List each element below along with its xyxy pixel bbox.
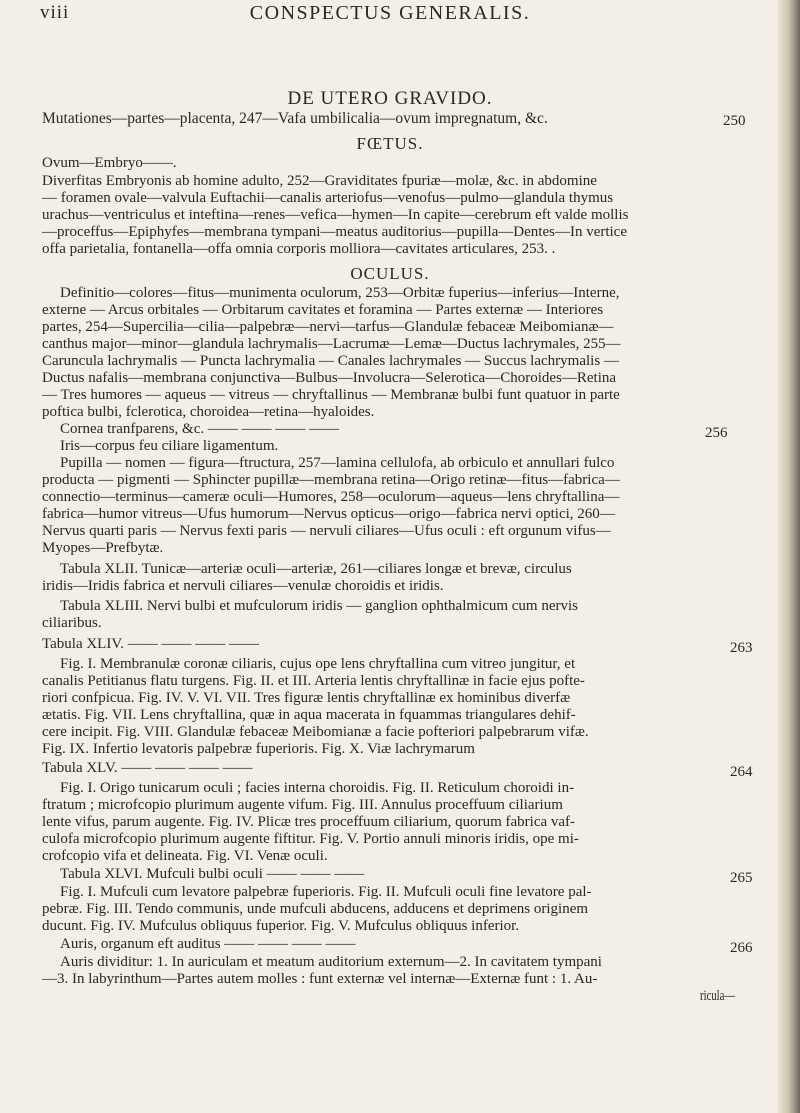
section-heading-oculus: OCULUS. <box>350 264 430 283</box>
tabula-line: crofcopio vifa et delineata. Fig. VI. Venæ oculi. <box>42 848 328 864</box>
tabula-line: canalis Petitianus flatu turgens. Fig. II. et III. Arteria lentis chryftallinæ in facie ejus pofte- <box>42 673 585 689</box>
oculus-line: Pupilla — nomen — figura—ftructura, 257—lamina cellulofa, ab orbiculo et annullari fulco <box>60 455 615 471</box>
oculus-line: Iris—corpus feu ciliare ligamentum. <box>60 438 279 454</box>
oculus-line: connectio—terminus—cameræ oculi—Humores, 258—oculorum—aqueus—lens chryftallina— <box>42 489 620 505</box>
tabula-page-ref: 263 <box>730 640 753 656</box>
oculus-line: fabrica—humor vitreus—Ufus humorum—Nervus opticus—origo—fabrica nervi optici, 260— <box>42 506 615 522</box>
oculus-line: Caruncula lachrymalis — Puncta lachrymalia — Canales lachrymales — Succus lachrymalis — <box>42 353 619 369</box>
tabula-line: pebræ. Fig. III. Tendo communis, unde mufculi abducens, adducens et deprimens originem <box>42 901 589 917</box>
tabula-line: culofa microfcopio plurimum augente fiftitur. Fig. V. Portio annuli minoris iridis, ope mi- <box>42 831 579 847</box>
cornea-page-ref: 256 <box>705 425 728 441</box>
tabula-line: lente vifus, parum augente. Fig. IV. Plicæ tres proceffuum ciliarium, quorum fabrica vaf- <box>42 814 576 830</box>
section-heading-foetus: FŒTUS. <box>356 134 424 153</box>
tabula-line: Tabula XLIV. —— —— —— —— <box>42 636 259 652</box>
oculus-line: canthus major—minor—glandula lachrymalis—Lacrumæ—Lemæ—Ductus lachrymales, 255— <box>42 336 621 352</box>
tabula-line: Fig. I. Membranulæ coronæ ciliaris, cujus ope lens chryftallina cum vitreo jungitur, et <box>60 656 576 672</box>
tabula-line: ricula— <box>700 988 736 1004</box>
foetus-line: — foramen ovale—valvula Euftachii—canalis arteriofus—venofus—pulmo—glandula thymus <box>42 190 614 206</box>
running-title: CONSPECTUS GENERALIS. <box>249 2 531 24</box>
oculus-line: externe — Arcus orbitales — Orbitarum cavitates et foramina — Partes externæ — Interiores <box>42 302 604 318</box>
tabula-line: Fig. I. Origo tunicarum oculi ; facies interna choroidis. Fig. II. Reticulum choroidi in- <box>60 780 575 796</box>
oculus-line: Myopes—Prefbytæ. <box>42 540 164 556</box>
tabula-line: iridis—Iridis fabrica et nervuli ciliares—venulæ choroidis et iridis. <box>42 578 444 594</box>
tabula-line: Fig. IX. Infertio levatoris palpebræ fuperioris. Fig. X. Viæ lachrymarum <box>42 741 475 757</box>
tabula-line: ducunt. Fig. IV. Mufculus obliquus fuperior. Fig. V. Mufculus obliquus inferior. <box>42 918 520 934</box>
oculus-line: producta — pigmenti — Sphincter pupillæ—membrana retina—Origo retinæ—fitus—fabrica— <box>42 472 620 488</box>
tabula-line: Tabula XLV. —— —— —— —— <box>42 760 253 776</box>
tabula-line: Auris dividitur: 1. In auriculam et meatum auditorium externum—2. In cavitatem tympani <box>60 954 602 970</box>
oculus-line: partes, 254—Supercilia—cilia—palpebræ—nervi—tarfus—Glandulæ febaceæ Meibomianæ— <box>42 319 614 335</box>
oculus-line: Ductus nafalis—membrana conjunctiva—Bulbus—Involucra—Selerotica—Choroides—Retina <box>42 370 617 386</box>
oculus-line: Nervus quarti paris — Nervus fexti paris — nervuli ciliares—Ufus oculi : eft orgunum vifus— <box>42 523 611 539</box>
foetus-line: —proceffus—Epiphyfes—membrana tympani—meatus auditorius—pupilla—Dentes—In vertice <box>42 224 627 240</box>
tabula-line: ciliaribus. <box>42 615 102 631</box>
oculus-line: Cornea tranfparens, &c. —— —— —— —— <box>60 421 340 437</box>
tabula-line: riori confpicua. Fig. IV. V. VI. VII. Tres figuræ lentis chryftallinæ ex hominibus diverfæ <box>42 690 571 706</box>
utero-line: Mutationes—partes—placenta, 247—Vafa umbilicalia—ovum impregnatum, &c. <box>42 110 548 127</box>
tabula-line: Tabula XLIII. Nervi bulbi et mufculorum iridis — ganglion ophthalmicum cum nervis <box>60 598 579 614</box>
tabula-line: Fig. I. Mufculi cum levatore palpebræ fuperioris. Fig. II. Mufculi oculi fine levatore pal- <box>60 884 592 900</box>
oculus-line: poftica bulbi, fclerotica, choroidea—retina—hyaloides. <box>42 404 375 420</box>
tabula-line: Auris, organum eft auditus —— —— —— —— <box>60 936 356 952</box>
tabula-line: cere incipit. Fig. VIII. Glandulæ febaceæ Meibomianæ a facie pofteriori palpebrarum vifæ. <box>42 724 589 740</box>
tabula-line: ætatis. Fig. VII. Lens chryftallina, quæ in aqua macerata in fquammas triangulares dehif- <box>42 707 576 723</box>
tabula-line: Tabula XLII. Tunicæ—arteriæ oculi—arteriæ, 261—ciliares longæ et brevæ, circulus <box>60 561 572 577</box>
tabula-page-ref: 265 <box>730 870 753 886</box>
foetus-subheading: Ovum—Embryo——. <box>42 155 177 171</box>
tabula-line: Tabula XLVI. Mufculi bulbi oculi —— —— —— <box>60 866 365 882</box>
tabula-page-ref: 264 <box>730 764 753 780</box>
tabula-line: —3. In labyrinthum—Partes autem molles : funt externæ vel internæ—Externæ funt : 1. Au- <box>42 971 598 987</box>
section-heading-utero: DE UTERO GRAVIDO. <box>287 88 493 109</box>
utero-page-ref: 250 <box>723 113 746 129</box>
oculus-line: Definitio—colores—fitus—munimenta oculorum, 253—Orbitæ fuperius—inferius—Interne, <box>60 285 620 301</box>
tabula-line: ftratum ; microfcopio plurimum augente vifum. Fig. III. Annulus proceffuum ciliarium <box>42 797 563 813</box>
foetus-line: urachus—ventriculus et inteftina—renes—vefica—hymen—In capite—cerebrum eft valde mollis <box>42 207 629 223</box>
foetus-line: offa parietalia, fontanella—offa omnia corporis molliora—cavitates articulares, 253. . <box>42 241 556 257</box>
page-number: viii <box>40 2 70 23</box>
foetus-line: Diverfitas Embryonis ab homine adulto, 252—Graviditates fpuriæ—molæ, &c. in abdomine <box>42 173 597 189</box>
oculus-line: — Tres humores — aqueus — vitreus — chryftallinus — Membranæ bulbi funt quatuor in parte <box>42 387 620 403</box>
page-edge-shadow <box>778 0 800 1113</box>
tabula-page-ref: 266 <box>730 940 753 956</box>
